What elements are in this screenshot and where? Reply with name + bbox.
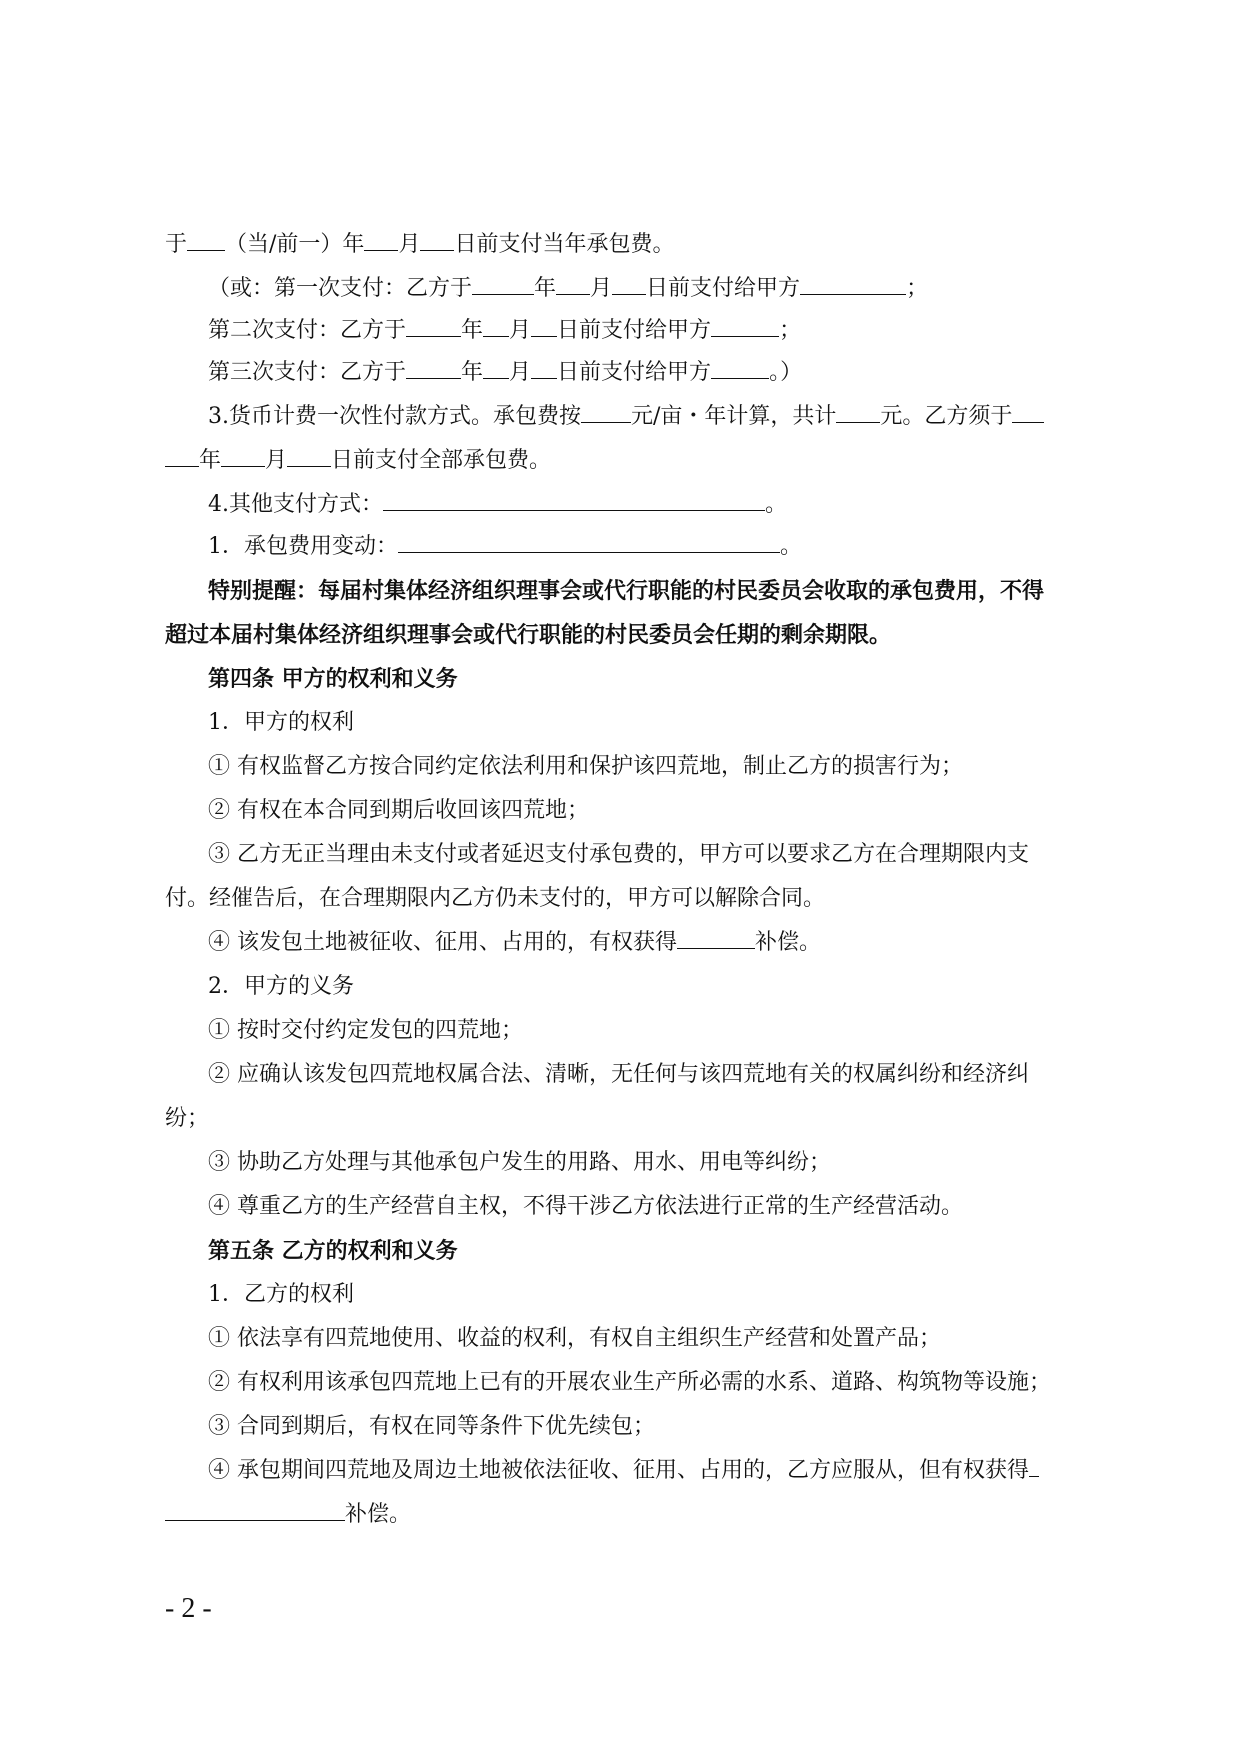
text: 元/亩・年计算，共计 [631,404,837,429]
party-a-duty-1: ① 按时交付约定发包的四荒地； [208,1018,523,1043]
party-a-duty-2-line-2: 纷； [165,1106,210,1131]
article-4-title: 第四条 甲方的权利和义务 [208,666,458,692]
text: 日前支付全部承包费。 [331,448,552,473]
blank-field [711,318,779,337]
blank-field [383,492,765,511]
special-reminder-line-1: 特别提醒：每届村集体经济组织理事会或代行职能的村民委员会收取的承包费用，不得 [208,578,1045,604]
blank-field [165,1502,345,1521]
text: ； [906,276,929,301]
blank-field [531,318,557,337]
party-b-right-4-line-2 [165,1500,411,1530]
other-payment-line [208,490,787,520]
text: 日前支付给甲方 [557,360,712,385]
blank-field [420,232,454,251]
text: 年 [534,276,557,301]
blank-field [1029,1458,1039,1477]
blank-field [612,276,646,295]
payment-line-5 [208,402,1044,432]
blank-field [287,448,331,467]
text: 第三次支付：乙方于 [208,360,407,385]
text: 日前支付给甲方 [646,276,801,301]
text: 。 [765,492,788,517]
blank-field [221,448,265,467]
text: 于 [165,232,188,257]
blank-field [406,360,461,379]
party-a-right-2: ② 有权在本合同到期后收回该四荒地； [208,798,589,823]
blank-field [483,318,509,337]
text: 年 [461,318,484,343]
text: 日前支付给甲方 [557,318,712,343]
party-a-duties-heading: 2．甲方的义务 [208,974,354,999]
special-reminder-line-2: 超过本届村集体经济组织理事会或代行职能的村民委员会任期的剩余期限。 [165,622,892,648]
article-5-title: 第五条 乙方的权利和义务 [208,1238,458,1264]
party-a-duty-3: ③ 协助乙方处理与其他承包户发生的用路、用水、用电等纠纷； [208,1150,831,1175]
blank-field [836,404,880,423]
party-a-duty-2-line-1: ② 应确认该发包四荒地权属合法、清晰，无任何与该四荒地有关的权属纠纷和经济纠 [208,1062,1029,1087]
text: （或：第一次支付：乙方于 [208,276,473,301]
party-b-right-3: ③ 合同到期后，有权在同等条件下优先续包； [208,1414,655,1439]
text: 1．承包费用变动： [208,534,398,559]
blank-field [556,276,590,295]
blank-field [406,318,461,337]
text: ④ 该发包土地被征收、征用、占用的，有权获得 [208,930,677,955]
payment-line-3 [208,316,801,346]
text: 。 [780,534,803,559]
text: ； [779,318,802,343]
blank-field [531,360,557,379]
page-number: - 2 - [165,1593,212,1624]
blank-field [364,232,398,251]
party-a-rights-heading: 1．甲方的权利 [208,710,354,735]
blank-field [472,276,534,295]
party-a-right-3-line-1: ③ 乙方无正当理由未支付或者延迟支付承包费的，甲方可以要求乙方在合理期限内支 [208,842,1029,867]
text: 4.其他支付方式： [208,492,383,517]
party-b-rights-heading: 1．乙方的权利 [208,1282,354,1307]
text: 日前支付当年承包费。 [454,232,675,257]
blank-field [711,360,769,379]
text: 元。乙方须于 [880,404,1013,429]
blank-field [581,404,631,423]
text: 月 [590,276,613,301]
party-a-right-1: ① 有权监督乙方按合同约定依法利用和保护该四荒地，制止乙方的损害行为； [208,754,963,779]
blank-field [1012,404,1044,423]
text: （当/前一）年 [225,232,365,257]
text: 月 [509,318,532,343]
blank-field [483,360,509,379]
party-b-right-2: ② 有权利用该承包四荒地上已有的开展农业生产所必需的水系、道路、构筑物等设施； [208,1370,1051,1395]
fee-change-line [208,532,802,562]
text: 月 [265,448,288,473]
payment-line-2 [208,274,928,304]
payment-line-6 [165,446,551,476]
payment-line-1 [165,230,674,260]
text: ④ 承包期间四荒地及周边土地被依法征收、征用、占用的，乙方应服从，但有权获得 [208,1458,1029,1483]
text: 补偿。 [755,930,822,955]
party-a-duty-4: ④ 尊重乙方的生产经营自主权，不得干涉乙方依法进行正常的生产经营活动。 [208,1194,963,1219]
party-b-right-4-line-1 [208,1456,1039,1486]
text: 年 [199,448,222,473]
party-a-right-3-line-2: 付。经催告后，在合理期限内乙方仍未支付的，甲方可以解除合同。 [165,886,826,911]
blank-field [800,276,906,295]
text: 年 [461,360,484,385]
blank-field [165,448,199,467]
text: 月 [398,232,421,257]
text: 补偿。 [345,1502,412,1527]
blank-field [677,930,755,949]
text: 3.货币计费一次性付款方式。承包费按 [208,404,581,429]
party-b-right-1: ① 依法享有四荒地使用、收益的权利，有权自主组织生产经营和处置产品； [208,1326,941,1351]
text: 月 [509,360,532,385]
payment-line-4 [208,358,802,388]
text: 。） [769,360,803,385]
party-a-right-4 [208,928,821,958]
blank-field [187,232,225,251]
blank-field [398,534,780,553]
text: 第二次支付：乙方于 [208,318,407,343]
